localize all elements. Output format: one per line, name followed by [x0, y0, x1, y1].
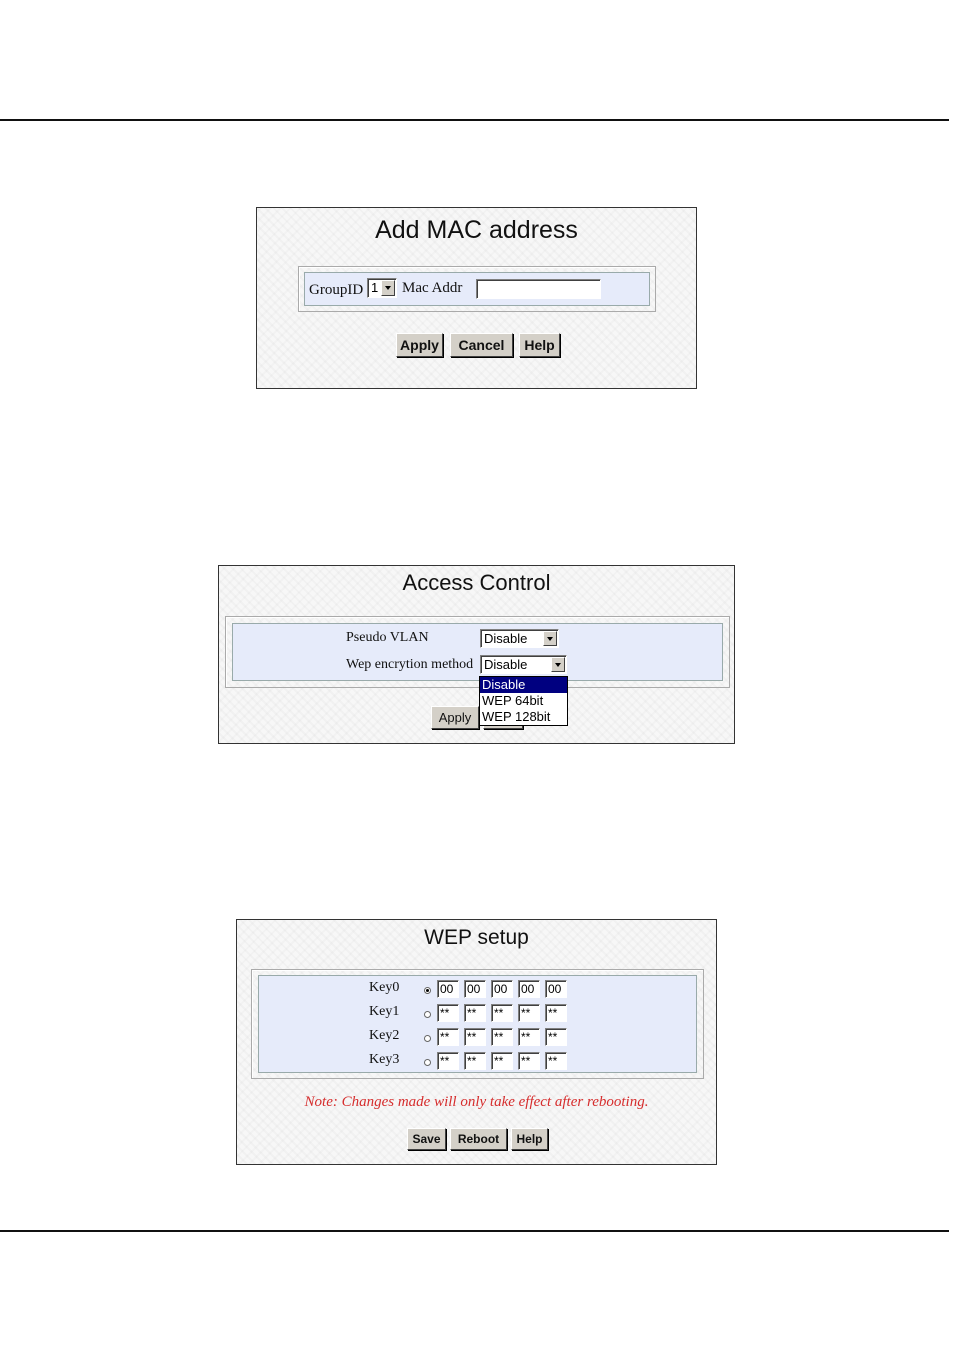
mac-addr-input[interactable] — [476, 279, 601, 299]
key2-byte1[interactable] — [437, 1028, 459, 1046]
wep-keys-group — [251, 969, 704, 1079]
mac-addr-label: Mac Addr — [402, 280, 463, 296]
key0-byte5[interactable] — [545, 980, 567, 998]
groupid-dropdown-button[interactable] — [381, 280, 395, 296]
help-button[interactable]: Help — [519, 333, 560, 357]
wep-encryption-select[interactable] — [480, 655, 567, 674]
key1-label: Key1 — [369, 1004, 400, 1019]
chevron-down-icon — [555, 663, 561, 667]
chevron-down-icon — [385, 286, 391, 290]
key1-byte1[interactable] — [437, 1004, 459, 1022]
wep-option-64bit[interactable]: WEP 64bit — [482, 693, 544, 708]
key1-byte3[interactable] — [491, 1004, 513, 1022]
add-mac-group — [298, 266, 656, 312]
wep-encryption-value: Disable — [484, 657, 528, 672]
reboot-note: Note: Changes made will only take effect after rebooting. — [304, 1094, 649, 1110]
key2-byte4[interactable] — [518, 1028, 540, 1046]
groupid-select[interactable] — [367, 278, 397, 298]
add-mac-row — [304, 272, 650, 306]
groupid-label: GroupID — [309, 282, 364, 298]
chevron-down-icon — [547, 637, 553, 641]
key3-byte5[interactable] — [545, 1052, 567, 1070]
key3-radio[interactable] — [424, 1059, 431, 1066]
apply-button[interactable]: Apply — [396, 333, 443, 357]
wep-keys-area — [258, 975, 697, 1073]
key0-byte1[interactable] — [437, 980, 459, 998]
access-control-rows — [232, 623, 723, 681]
key2-byte2[interactable] — [464, 1028, 486, 1046]
add-mac-panel — [256, 207, 697, 389]
key1-byte2[interactable] — [464, 1004, 486, 1022]
wep-option-disable[interactable]: Disable — [480, 677, 567, 693]
key3-byte4[interactable] — [518, 1052, 540, 1070]
key3-label: Key3 — [369, 1052, 400, 1067]
access-control-panel — [218, 565, 735, 744]
key1-radio[interactable] — [424, 1011, 431, 1018]
access-control-title: Access Control — [402, 570, 551, 595]
key3-byte1[interactable] — [437, 1052, 459, 1070]
pseudo-vlan-value: Disable — [484, 631, 528, 646]
access-control-group — [225, 616, 730, 688]
key0-byte3[interactable] — [491, 980, 513, 998]
bottom-rule — [0, 1230, 949, 1232]
wep-setup-title: WEP setup — [424, 926, 529, 949]
key3-byte3[interactable] — [491, 1052, 513, 1070]
reboot-button[interactable]: Reboot — [450, 1128, 507, 1150]
key2-label: Key2 — [369, 1028, 400, 1043]
add-mac-title: Add MAC address — [375, 216, 578, 244]
key1-byte4[interactable] — [518, 1004, 540, 1022]
wep-setup-panel — [236, 919, 717, 1165]
key2-radio[interactable] — [424, 1035, 431, 1042]
key2-byte5[interactable] — [545, 1028, 567, 1046]
pseudo-vlan-label: Pseudo VLAN — [346, 630, 429, 645]
key2-byte3[interactable] — [491, 1028, 513, 1046]
key0-byte2[interactable] — [464, 980, 486, 998]
key0-byte4[interactable] — [518, 980, 540, 998]
pseudo-vlan-select[interactable] — [480, 629, 559, 648]
key0-label: Key0 — [369, 980, 400, 995]
wep-encryption-dropdown-list — [479, 676, 568, 726]
cancel-button[interactable]: Cancel — [450, 333, 513, 357]
key0-radio[interactable] — [424, 987, 431, 994]
wep-encryption-label: Wep encrytion method — [346, 657, 474, 672]
groupid-value: 1 — [371, 280, 379, 295]
wep-encryption-dropdown-button[interactable] — [551, 657, 565, 672]
help-button[interactable]: Help — [511, 1128, 548, 1150]
pseudo-vlan-dropdown-button[interactable] — [543, 631, 557, 646]
key1-byte5[interactable] — [545, 1004, 567, 1022]
top-rule — [0, 119, 949, 121]
apply-button[interactable]: Apply — [431, 706, 479, 729]
key3-byte2[interactable] — [464, 1052, 486, 1070]
wep-option-128bit[interactable]: WEP 128bit — [482, 709, 551, 724]
save-button[interactable]: Save — [407, 1128, 446, 1150]
